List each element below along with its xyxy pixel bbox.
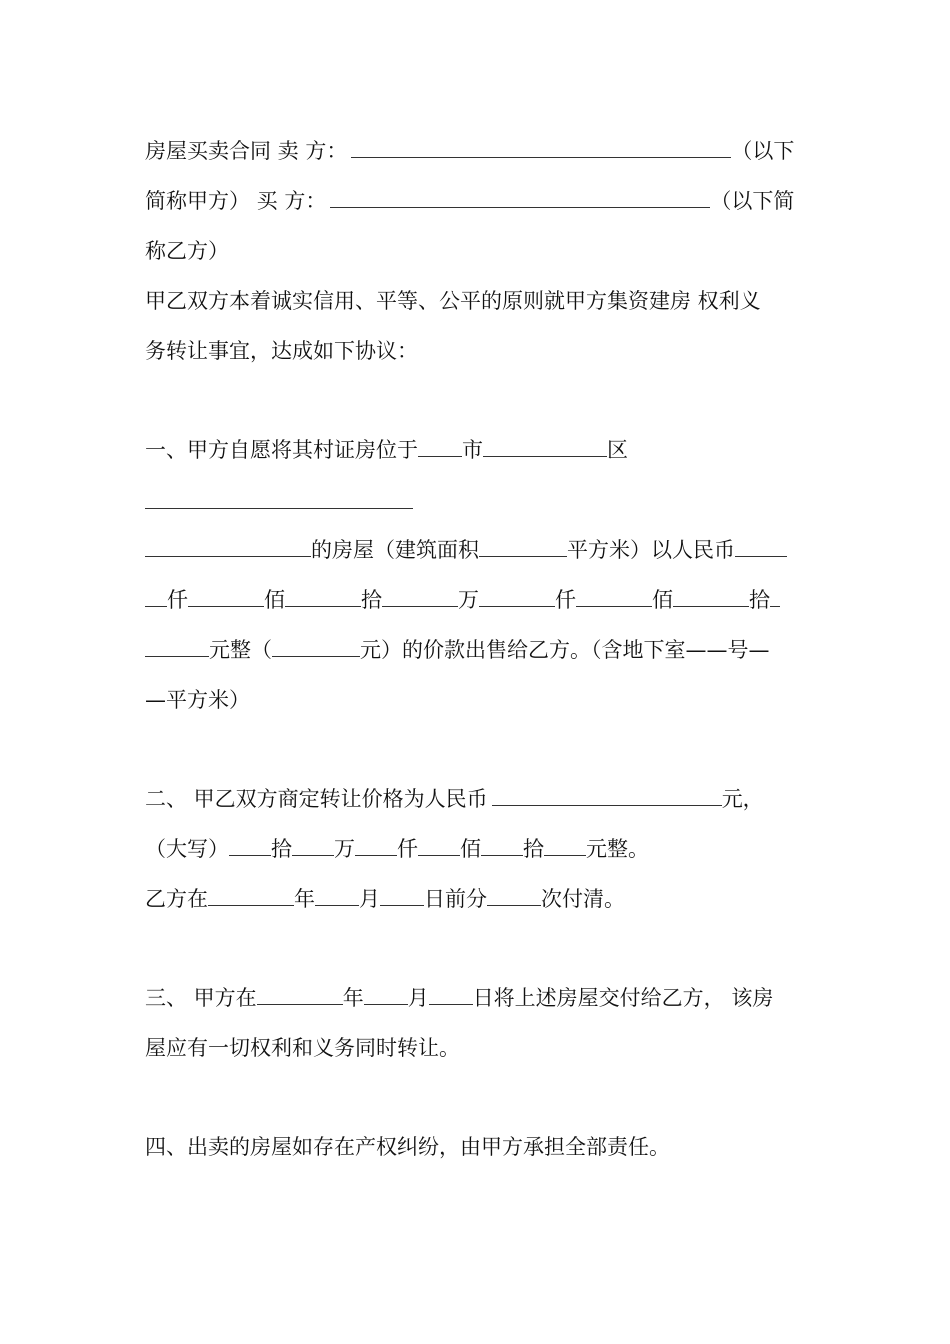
- daxie-blank-6[interactable]: [544, 837, 586, 856]
- clause1-line-5: —平方米）: [145, 688, 250, 712]
- clause2-line-1: [145, 786, 764, 812]
- price-label: 平方米）以人民币: [567, 538, 735, 562]
- clause3-line-2: 屋应有一切权利和义务同时转让。: [145, 1036, 460, 1060]
- daxie-blank-1[interactable]: [229, 837, 271, 856]
- year-label-2: 年: [342, 986, 364, 1010]
- buyer-label: 简称甲方） 买 方：: [145, 189, 327, 213]
- unit-qian: 仟: [555, 588, 576, 612]
- buyer-line: [145, 188, 794, 214]
- amount-blank-6[interactable]: [576, 588, 652, 607]
- unit-bai-wan: 佰: [264, 588, 285, 612]
- daxie-blank-2[interactable]: [292, 837, 334, 856]
- month-label: 月: [359, 887, 380, 911]
- yuan-suffix: 元，: [721, 787, 764, 811]
- clause3-text: 三、 甲方在: [145, 986, 257, 1010]
- delivery-month-blank[interactable]: [364, 986, 408, 1005]
- buyer-blank[interactable]: [330, 189, 710, 208]
- area-label: 的房屋（建筑面积: [311, 538, 479, 562]
- address-blank[interactable]: [145, 508, 413, 509]
- area-blank[interactable]: [479, 538, 567, 557]
- payment-count-blank[interactable]: [487, 887, 541, 906]
- amount-blank-8[interactable]: [770, 588, 780, 607]
- payment-month-blank[interactable]: [315, 887, 359, 906]
- amount-blank-1[interactable]: [145, 588, 167, 607]
- amount-blank-4[interactable]: [382, 588, 458, 607]
- unit-qian-wan: 仟: [167, 588, 188, 612]
- amount-blank-9[interactable]: [145, 638, 209, 657]
- seller-suffix: （以下: [731, 139, 795, 163]
- unit-shi-wan-2: 拾: [271, 837, 292, 861]
- clause4-line-1: 四、出卖的房屋如存在产权纠纷，由甲方承担全部责任。: [145, 1135, 670, 1159]
- daxie-blank-3[interactable]: [355, 837, 397, 856]
- clause1-line-4: [145, 637, 770, 663]
- district-label: 区: [607, 438, 628, 462]
- delivery-text: 日将上述房屋交付给乙方， 该房: [472, 986, 774, 1010]
- unit-bai-2: 佰: [460, 837, 481, 861]
- seller-label: 房屋买卖合同 卖 方：: [145, 139, 348, 163]
- clause3-line-1: [145, 985, 773, 1011]
- unit-bai: 佰: [652, 588, 673, 612]
- payment-suffix: 次付清。: [541, 887, 625, 911]
- district-blank[interactable]: [483, 438, 607, 457]
- amount-blank-3[interactable]: [285, 588, 361, 607]
- day-label: 日前分: [424, 887, 487, 911]
- city-label: 市: [462, 438, 483, 462]
- unit-qian-2: 仟: [397, 837, 418, 861]
- sale-text: 元）的价款出售给乙方。（含地下室——号—: [360, 638, 770, 662]
- address-blank-2[interactable]: [145, 538, 311, 557]
- clause2-text: 二、 甲乙双方商定转让价格为人民币: [145, 787, 488, 811]
- amount-blank-5[interactable]: [479, 588, 555, 607]
- daxie-label: （大写）: [145, 837, 229, 861]
- price-blank[interactable]: [735, 538, 787, 557]
- daxie-blank-5[interactable]: [481, 837, 523, 856]
- month-label-2: 月: [407, 986, 429, 1010]
- yuan-zheng-label: 元整。: [586, 837, 649, 861]
- unit-shi: 拾: [749, 588, 770, 612]
- clause2-line-3: [145, 886, 625, 912]
- clause1-line-3: [145, 587, 780, 613]
- preamble-line-1: 甲乙双方本着诚实信用、平等、公平的原则就甲方集资建房 权利义: [145, 289, 761, 313]
- unit-shi-2: 拾: [523, 837, 544, 861]
- clause2-line-2: [145, 836, 649, 862]
- clause1-line-2: [145, 537, 787, 563]
- delivery-day-blank[interactable]: [429, 986, 473, 1005]
- payment-year-blank[interactable]: [208, 887, 294, 906]
- seller-blank[interactable]: [351, 139, 731, 158]
- amount-blank-7[interactable]: [673, 588, 749, 607]
- payment-label: 乙方在: [145, 887, 208, 911]
- unit-wan-2: 万: [334, 837, 355, 861]
- unit-wan: 万: [458, 588, 479, 612]
- payment-day-blank[interactable]: [380, 887, 424, 906]
- preamble-line-2: 务转让事宜，达成如下协议：: [145, 339, 418, 363]
- clause1-line-1: [145, 437, 628, 463]
- seller-line: [145, 138, 794, 164]
- daxie-blank-4[interactable]: [418, 837, 460, 856]
- amount-blank-2[interactable]: [188, 588, 264, 607]
- buyer-suffix: （以下简: [710, 189, 795, 213]
- buyer-line-cont: 称乙方）: [145, 239, 229, 263]
- year-label: 年: [294, 887, 315, 911]
- unit-shi-wan: 拾: [361, 588, 382, 612]
- city-blank[interactable]: [418, 438, 462, 457]
- yuan-label: 元整（: [209, 638, 272, 662]
- clause1-text: 一、甲方自愿将其村证房位于: [145, 438, 418, 462]
- delivery-year-blank[interactable]: [257, 986, 343, 1005]
- transfer-price-blank[interactable]: [492, 787, 722, 806]
- yuan-blank[interactable]: [272, 638, 360, 657]
